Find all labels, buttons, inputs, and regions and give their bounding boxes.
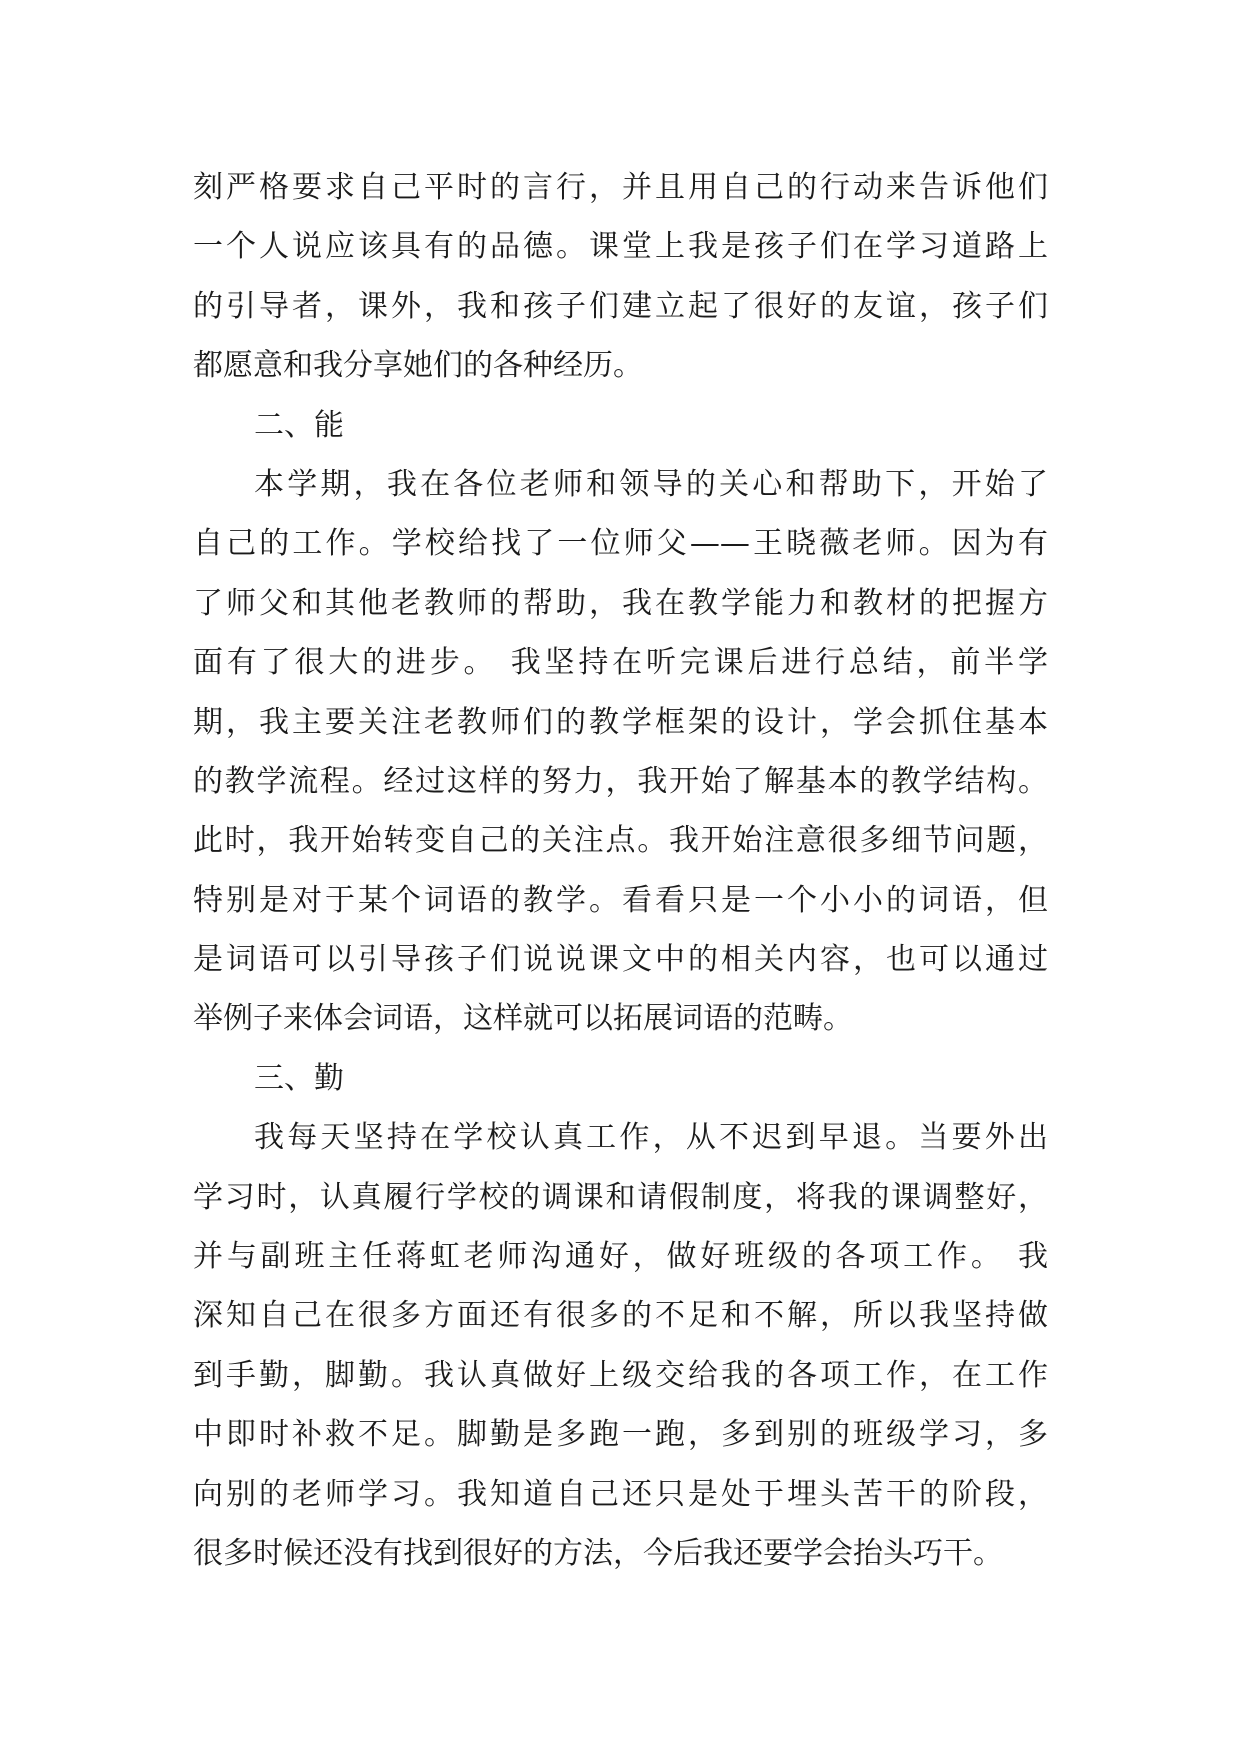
- text-line: 的引导者，课外，我和孩子们建立起了很好的友谊，孩子们: [193, 288, 1048, 324]
- text-line: 自己的工作。学校给找了一位师父——王晓薇老师。因为有: [193, 526, 1048, 562]
- section-heading: 三、勤: [254, 1060, 344, 1096]
- text-line: 面有了很大的进步。 我坚持在听完课后进行总结，前半学: [193, 645, 1048, 681]
- text-line: 本学期，我在各位老师和领导的关心和帮助下，开始了: [254, 466, 1048, 502]
- text-line: 期，我主要关注老教师们的教学框架的设计，学会抓住基本: [193, 704, 1048, 740]
- text-line: 此时，我开始转变自己的关注点。我开始注意很多细节问题，: [193, 823, 1048, 859]
- text-line: 到手勤，脚勤。我认真做好上级交给我的各项工作，在工作: [193, 1357, 1048, 1393]
- text-line: 向别的老师学习。我知道自己还只是处于埋头苦干的阶段，: [193, 1476, 1048, 1512]
- text-line: 很多时候还没有找到很好的方法，今后我还要学会抬头巧干。: [193, 1535, 1003, 1571]
- body-text: [193, 158, 1048, 1583]
- text-line: 我每天坚持在学校认真工作，从不迟到早退。当要外出: [254, 1120, 1048, 1156]
- text-line: 一个人说应该具有的品德。课堂上我是孩子们在学习道路上: [193, 229, 1048, 265]
- text-line: 了师父和其他老教师的帮助，我在教学能力和教材的把握方: [193, 585, 1048, 621]
- text-line: 都愿意和我分享她们的各种经历。: [193, 348, 643, 384]
- text-line: 举例子来体会词语，这样就可以拓展词语的范畴。: [193, 1001, 853, 1037]
- text-line: 的教学流程。经过这样的努力，我开始了解基本的教学结构。: [193, 763, 1048, 799]
- text-line: 中即时补救不足。脚勤是多跑一跑，多到别的班级学习，多: [193, 1417, 1048, 1453]
- text-line: 特别是对于某个词语的教学。看看只是一个小小的词语，但: [193, 882, 1048, 918]
- text-line: 深知自己在很多方面还有很多的不足和不解，所以我坚持做: [193, 1298, 1048, 1334]
- text-line: 是词语可以引导孩子们说说课文中的相关内容，也可以通过: [193, 942, 1048, 978]
- section-heading: 二、能: [254, 407, 344, 443]
- text-line: 学习时，认真履行学校的调课和请假制度，将我的课调整好，: [193, 1179, 1048, 1215]
- text-line: 刻严格要求自己平时的言行，并且用自己的行动来告诉他们: [193, 170, 1048, 205]
- text-line: 并与副班主任蒋虹老师沟通好，做好班级的各项工作。 我: [193, 1239, 1048, 1275]
